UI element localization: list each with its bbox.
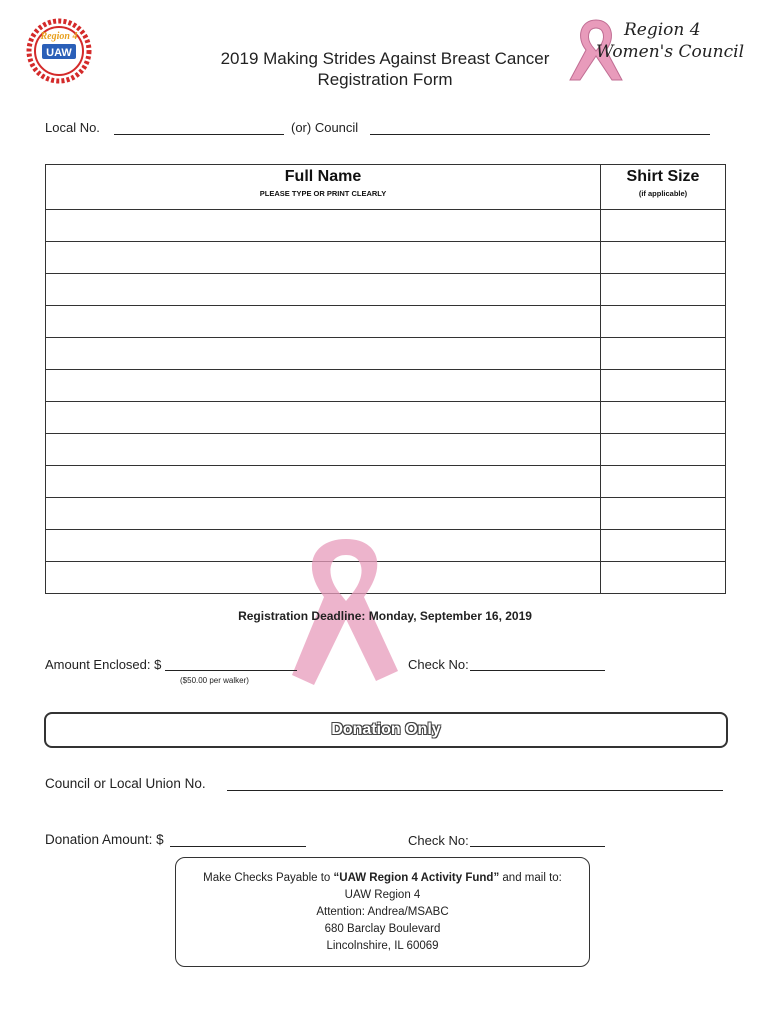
roster-row <box>46 242 726 274</box>
registration-deadline: Registration Deadline: Monday, September 16, 2019 <box>238 609 532 623</box>
check-no-label: Check No: <box>408 657 469 672</box>
full-name-header <box>46 165 601 210</box>
shirt-size-cell[interactable] <box>601 210 726 242</box>
full-name-cell[interactable] <box>46 274 601 306</box>
shirt-size-cell[interactable] <box>601 466 726 498</box>
full-name-cell[interactable] <box>46 466 601 498</box>
roster-row <box>46 370 726 402</box>
title-line-1: 2019 Making Strides Against Breast Cancer <box>220 49 550 68</box>
council-logo-line-2: Women's Council <box>596 42 745 62</box>
shirt-size-cell[interactable] <box>601 274 726 306</box>
shirt-size-cell[interactable] <box>601 498 726 530</box>
full-name-cell[interactable] <box>46 306 601 338</box>
donation-amount-label: Donation Amount: $ <box>45 832 164 847</box>
donation-check-no-label: Check No: <box>408 833 469 848</box>
per-walker-note: ($50.00 per walker) <box>180 676 249 685</box>
roster-header-row <box>46 165 726 210</box>
address-line-2: Attention: Andrea/MSABC <box>316 906 449 918</box>
address-line-4: Lincolnshire, IL 60069 <box>326 940 439 952</box>
check-no-field[interactable] <box>470 670 605 671</box>
amount-enclosed-label: Amount Enclosed: $ <box>45 657 162 672</box>
shirt-size-cell[interactable] <box>601 402 726 434</box>
full-name-cell[interactable] <box>46 338 601 370</box>
council-label: (or) Council <box>291 120 359 135</box>
shirt-size-cell[interactable] <box>601 562 726 594</box>
svg-text:Region 4: Region 4 <box>40 31 78 42</box>
council-field[interactable] <box>370 134 710 135</box>
full-name-cell[interactable] <box>46 210 601 242</box>
shirt-size-cell[interactable] <box>601 338 726 370</box>
amount-enclosed-field[interactable] <box>165 670 297 671</box>
registration-roster-table <box>45 164 726 594</box>
donation-check-no-field[interactable] <box>470 846 605 847</box>
donation-only-title: Donation Only <box>331 721 441 738</box>
payable-suffix: and mail to: <box>499 872 562 884</box>
roster-row <box>46 498 726 530</box>
full-name-cell[interactable] <box>46 498 601 530</box>
shirt-size-header <box>601 165 726 210</box>
shirt-size-cell[interactable] <box>601 530 726 562</box>
form-title <box>170 48 600 90</box>
svg-text:UAW: UAW <box>46 47 72 59</box>
local-no-label: Local No. <box>45 120 100 135</box>
roster-row <box>46 402 726 434</box>
uaw-region4-logo <box>26 18 92 84</box>
print-clearly-note: PLEASE TYPE OR PRINT CLEARLY <box>259 189 387 198</box>
donation-amount-field[interactable] <box>170 846 306 847</box>
mailing-instructions-box <box>175 857 590 967</box>
full-name-cell[interactable] <box>46 434 601 466</box>
shirt-size-cell[interactable] <box>601 370 726 402</box>
roster-row <box>46 306 726 338</box>
payable-prefix: Make Checks Payable to <box>203 872 334 884</box>
donation-only-banner <box>44 712 728 748</box>
full-name-cell[interactable] <box>46 370 601 402</box>
womens-council-logo <box>566 14 756 84</box>
council-logo-line-1: Region 4 <box>624 20 701 40</box>
shirt-size-cell[interactable] <box>601 306 726 338</box>
shirt-size-cell[interactable] <box>601 242 726 274</box>
title-line-2: Registration Form <box>317 70 453 89</box>
roster-row <box>46 274 726 306</box>
payable-line <box>176 870 589 887</box>
full-name-heading: Full Name <box>284 168 362 185</box>
union-no-label: Council or Local Union No. <box>45 776 206 791</box>
payee-name: “UAW Region 4 Activity Fund” <box>333 872 500 884</box>
roster-row <box>46 338 726 370</box>
address-line-1: UAW Region 4 <box>344 889 421 901</box>
full-name-cell[interactable] <box>46 402 601 434</box>
roster-row <box>46 210 726 242</box>
full-name-cell[interactable] <box>46 242 601 274</box>
roster-row <box>46 434 726 466</box>
local-no-field[interactable] <box>114 134 284 135</box>
shirt-size-heading: Shirt Size <box>626 168 700 185</box>
if-applicable-note: (if applicable) <box>638 189 688 198</box>
shirt-size-cell[interactable] <box>601 434 726 466</box>
roster-row <box>46 466 726 498</box>
address-line-3: 680 Barclay Boulevard <box>324 923 441 935</box>
union-no-field[interactable] <box>227 790 723 791</box>
